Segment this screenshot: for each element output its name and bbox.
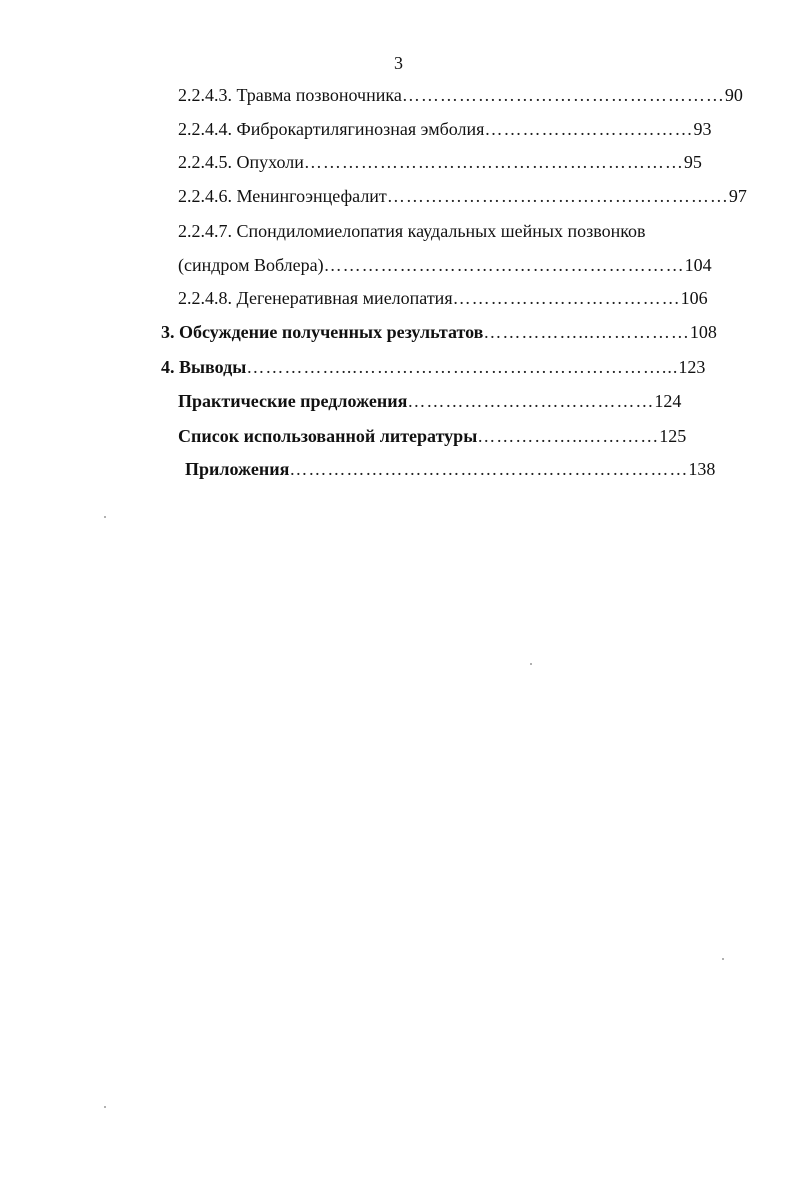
toc-entry-title: Выводы bbox=[179, 357, 247, 377]
toc-entry-title: Менингоэнцефалит bbox=[236, 186, 387, 206]
scan-speck bbox=[104, 516, 106, 518]
toc-entry-page: 95 bbox=[683, 152, 702, 172]
toc-entry-number: 2.2.4.3. bbox=[178, 85, 232, 105]
toc-entry bbox=[178, 287, 723, 309]
page-number: 3 bbox=[394, 53, 403, 73]
toc-entry bbox=[178, 425, 718, 447]
toc-entry-leader: ……………………………………………………… bbox=[289, 459, 689, 479]
toc-entry bbox=[178, 185, 747, 207]
toc-entry-leader: ……………...…………………………………………... bbox=[246, 357, 679, 377]
toc-entry bbox=[161, 321, 723, 343]
toc-entry-leader: …………………………………………………… bbox=[303, 152, 684, 172]
toc-entry-title: Дегенеративная миелопатия bbox=[236, 288, 453, 308]
toc-entry-leader: ………………………………… bbox=[407, 391, 655, 411]
toc-entry-page: 93 bbox=[693, 119, 712, 139]
toc-entry-number: 2.2.4.5. bbox=[178, 152, 232, 172]
toc-entry-number: 4. bbox=[161, 357, 175, 377]
toc-entry bbox=[178, 390, 719, 412]
toc-entry-title: Список использованной литературы bbox=[178, 426, 478, 446]
toc-entry bbox=[178, 151, 714, 173]
toc-entry-leader: ……………………………… bbox=[452, 288, 681, 308]
toc-entry-page: 104 bbox=[684, 255, 712, 275]
toc-entry-number: 2.2.4.6. bbox=[178, 186, 232, 206]
toc-entry-title: Опухоли bbox=[236, 152, 304, 172]
toc-entry-title: Практические предложения bbox=[178, 391, 408, 411]
toc-entry-page: 124 bbox=[654, 391, 682, 411]
toc-entry-page: 106 bbox=[680, 288, 708, 308]
toc-entry-page: 123 bbox=[678, 357, 706, 377]
toc-entry bbox=[178, 84, 743, 106]
toc-entry-leader: …………………………… bbox=[484, 119, 694, 139]
toc-entry-page: 97 bbox=[728, 186, 747, 206]
toc-entry-title: (синдром Воблера) bbox=[178, 255, 324, 275]
toc-entry-number: 3. bbox=[161, 322, 175, 342]
toc-entry-number: 2.2.4.7. bbox=[178, 221, 232, 241]
toc-entry-page: 125 bbox=[659, 426, 687, 446]
scan-speck bbox=[530, 663, 532, 665]
toc-entry bbox=[178, 220, 718, 242]
toc-entry-leader: ……………...…………… bbox=[483, 322, 690, 342]
toc-entry-leader: …………………………………………… bbox=[401, 85, 725, 105]
toc-entry bbox=[161, 356, 719, 378]
toc-entry-leader: ………………………………………………… bbox=[323, 255, 685, 275]
toc-entry-title: Спондиломиелопатия каудальных шейных позвонков bbox=[236, 221, 646, 241]
toc-entry-page: 138 bbox=[688, 459, 716, 479]
toc-entry-number: 2.2.4.4. bbox=[178, 119, 232, 139]
toc-entry bbox=[185, 458, 720, 480]
toc-entry-title: Обсуждение полученных результатов bbox=[179, 322, 484, 342]
toc-entry-page: 108 bbox=[689, 322, 717, 342]
toc-entry-title: Травма позвоночника bbox=[236, 85, 402, 105]
toc-entry-title: Приложения bbox=[185, 459, 290, 479]
toc-entry bbox=[178, 118, 714, 140]
toc-entry-leader: ……………………………………………… bbox=[386, 186, 729, 206]
scan-speck bbox=[104, 1106, 106, 1108]
toc-entry-title: Фиброкартилягинозная эмболия bbox=[236, 119, 485, 139]
toc-entry-number: 2.2.4.8. bbox=[178, 288, 232, 308]
toc-entry-page: 90 bbox=[724, 85, 743, 105]
scan-speck bbox=[722, 958, 724, 960]
toc-entry bbox=[178, 254, 723, 276]
toc-entry-leader: ……………..………… bbox=[477, 426, 660, 446]
